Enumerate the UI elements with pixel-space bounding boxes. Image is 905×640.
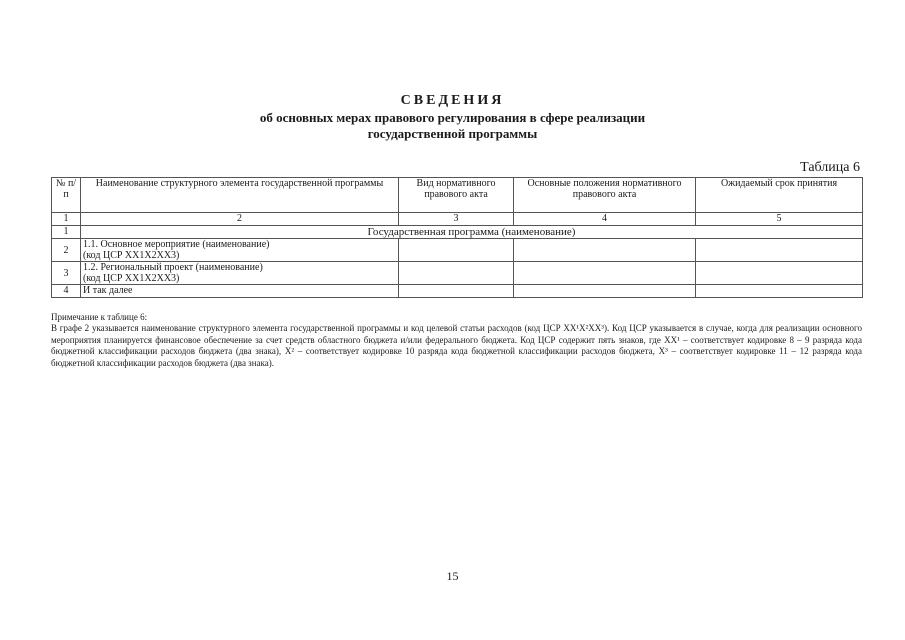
document-subtitle-line1: об основных мерах правового регулирования в сфере реализации — [259, 110, 646, 125]
structural-element-name: 1.2. Региональный проект (наименование) — [83, 262, 263, 273]
empty-cell — [399, 285, 514, 298]
page-number: 15 — [446, 569, 459, 583]
empty-cell — [696, 262, 863, 285]
structural-element-code: (код ЦСР XX1X2XX3) — [83, 273, 180, 284]
empty-cell — [514, 262, 696, 285]
header-element-name: Наименование структурного элемента государственной программы — [81, 178, 399, 213]
note-title: Примечание к таблице 6: — [51, 312, 148, 322]
column-number-row — [52, 213, 863, 226]
row-number: 1 — [52, 226, 81, 239]
table-header-row — [52, 178, 863, 213]
table-row-program — [52, 226, 863, 239]
header-expected-date: Ожидаемый срок принятия — [696, 178, 863, 213]
column-number: 3 — [399, 213, 514, 226]
structural-element-code: (код ЦСР XX1X2XX3) — [83, 250, 180, 261]
header-act-provisions: Основные положения нормативного правового акта — [514, 178, 696, 213]
note-text: В графе 2 указывается наименование структурного элемента государственной программы и код целевой статьи расходов (код ЦСР XX¹X²XX³). Код ЦСР указывается в случае, когда для реализации основного мероприятия планируется финансовое обеспечение за счет средств областного бюджета и/или федерального бюджета. Код ЦСР содержит пять знаков, где XX¹ – соответствует кодировке 8 – 9 разряда кода бюджетной классификации расходов бюджета (два знака), X² – соответствует кодировке 10 разряда кода бюджетной классификации расходов бюджета, X³ – соответствует кодировке 11 – 12 разряда кода бюджетной классификации расходов бюджета (два знака). — [51, 323, 862, 368]
empty-cell — [399, 262, 514, 285]
document-title: СВЕДЕНИЯ — [400, 93, 505, 108]
table-row — [52, 262, 863, 285]
program-name: Государственная программа (наименование) — [81, 226, 863, 239]
table-label: Таблица 6 — [800, 160, 860, 175]
empty-cell — [696, 285, 863, 298]
row-number: 2 — [52, 239, 81, 262]
table-row — [52, 285, 863, 298]
header-act-type: Вид нормативного правового акта — [399, 178, 514, 213]
document-subtitle-line2: государственной программы — [367, 126, 538, 141]
column-number: 1 — [52, 213, 81, 226]
column-number: 4 — [514, 213, 696, 226]
column-number: 5 — [696, 213, 863, 226]
structural-element-name: 1.1. Основное мероприятие (наименование) — [83, 239, 270, 250]
table-row — [52, 239, 863, 262]
structural-element-cell — [81, 262, 399, 285]
empty-cell — [399, 239, 514, 262]
column-number: 2 — [81, 213, 399, 226]
empty-cell — [514, 239, 696, 262]
header-number: № п/п — [52, 178, 81, 213]
empty-cell — [696, 239, 863, 262]
measures-table — [51, 177, 863, 298]
empty-cell — [514, 285, 696, 298]
structural-element-name: И так далее — [81, 285, 399, 298]
row-number: 4 — [52, 285, 81, 298]
structural-element-cell — [81, 239, 399, 262]
row-number: 3 — [52, 262, 81, 285]
